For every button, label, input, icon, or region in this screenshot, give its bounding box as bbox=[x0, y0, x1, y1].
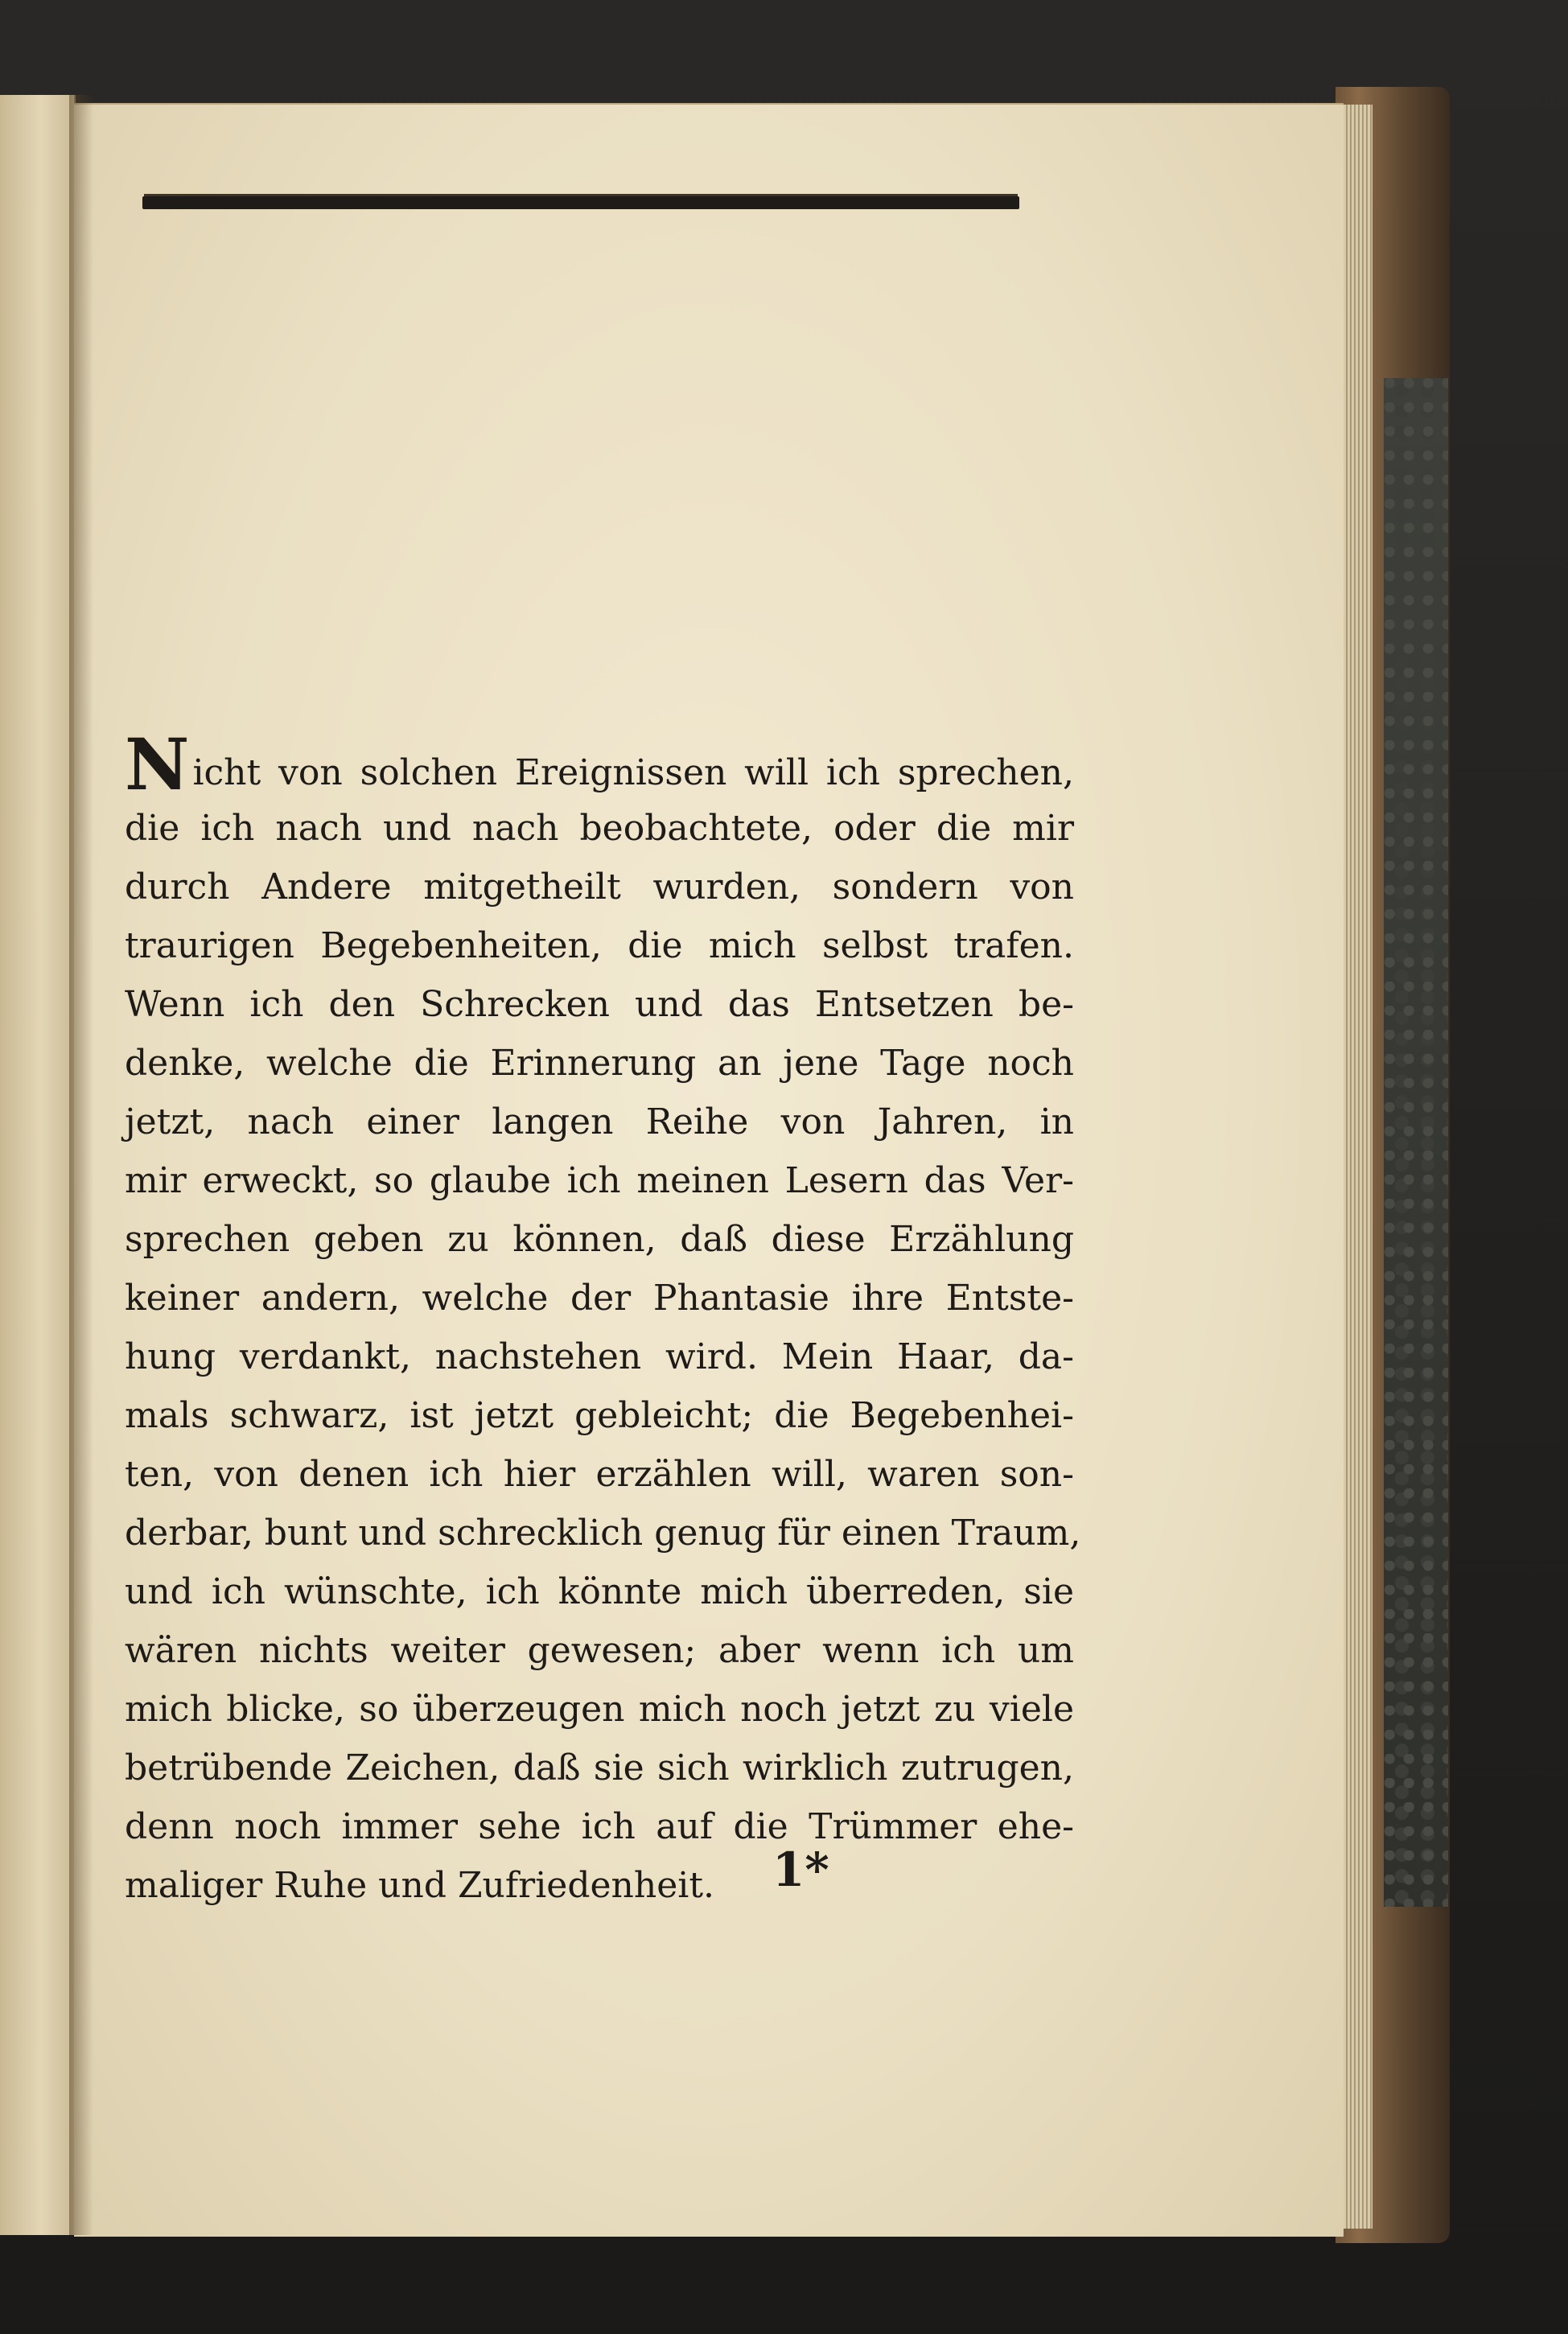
text-line-13: ten, von denen ich hier erzählen will, waren son- bbox=[125, 1454, 1074, 1495]
text-line-17: mich blicke, so überzeugen mich noch jetzt zu viele bbox=[125, 1689, 1074, 1730]
text-line-18: betrübende Zeichen, daß sie sich wirklich zutrugen, bbox=[125, 1747, 1074, 1789]
text-line-1 bbox=[125, 722, 1074, 806]
text-line-20: maliger Ruhe und Zufriedenheit. bbox=[125, 1865, 714, 1906]
text-line-4: traurigen Begebenheiten, die mich selbst trafen. bbox=[125, 925, 1074, 966]
signature-mark: 1* bbox=[772, 1842, 829, 1897]
text-line-12: mals schwarz, ist jetzt gebleicht; die Begebenhei- bbox=[125, 1395, 1074, 1436]
text-line-16: wären nichts weiter gewesen; aber wenn ich um bbox=[125, 1630, 1074, 1671]
gutter-shadow bbox=[69, 95, 93, 2235]
text-line-10: keiner andern, welche der Phantasie ihre Entste- bbox=[125, 1278, 1074, 1319]
text-line-19: denn noch immer sehe ich auf die Trümmer ehe- bbox=[125, 1806, 1074, 1847]
text-line-11: hung verdankt, nachstehen wird. Mein Haar, da- bbox=[125, 1336, 1074, 1377]
text-line-7: jetzt, nach einer langen Reihe von Jahren, in bbox=[125, 1101, 1074, 1142]
line-text: icht von solchen Ereignissen will ich sprechen, bbox=[192, 752, 1074, 793]
body-paragraph bbox=[125, 722, 1081, 1915]
text-line-8: mir erweckt, so glaube ich meinen Lesern das Ver- bbox=[125, 1160, 1074, 1201]
text-line-15: und ich wünschte, ich könnte mich überreden, sie bbox=[125, 1571, 1074, 1612]
marbled-cover bbox=[1384, 378, 1448, 1907]
drop-cap: N bbox=[125, 722, 190, 806]
text-line-2: die ich nach und nach beobachtete, oder die mir bbox=[125, 808, 1074, 849]
text-line-14: derbar, bunt und schrecklich genug für einen Traum, bbox=[125, 1513, 1081, 1554]
facing-page-edge bbox=[0, 95, 76, 2235]
header-rule bbox=[142, 196, 1019, 209]
text-line-3: durch Andere mitgetheilt wurden, sondern von bbox=[125, 867, 1074, 908]
text-line-9: sprechen geben zu können, daß diese Erzählung bbox=[125, 1219, 1074, 1260]
text-line-5: Wenn ich den Schrecken und das Entsetzen be- bbox=[125, 984, 1074, 1025]
text-line-6: denke, welche die Erinnerung an jene Tage noch bbox=[125, 1043, 1074, 1084]
